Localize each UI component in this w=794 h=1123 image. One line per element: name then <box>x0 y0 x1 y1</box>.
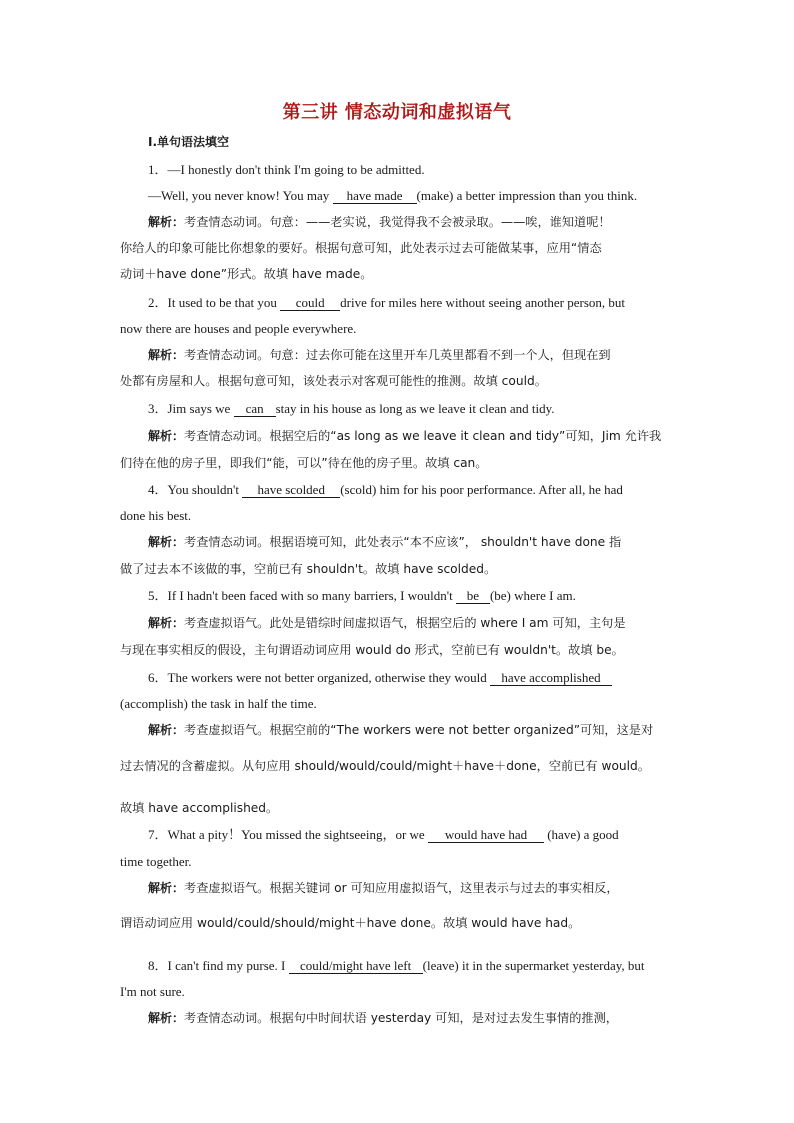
q6-text-a: 6．The workers were not better organized, otherwise they would <box>148 670 490 685</box>
q8-text-b: (leave) it in the supermarket yesterday, but <box>422 958 645 973</box>
q1-answer-blank: have made <box>333 188 417 204</box>
q6-line2: (accomplish) the task in half the time. <box>120 696 317 711</box>
q5-line1 <box>148 587 680 605</box>
explain-label: 解析： <box>148 215 185 229</box>
q8-text-a: 8．I can't find my purse. I <box>148 958 289 973</box>
q7-text-a: 7．What a pity！You missed the sightseeing，or we <box>148 827 428 842</box>
explain-label: 解析： <box>148 881 185 895</box>
q6-line1 <box>148 669 680 687</box>
q4-explain-text1: 考查情态动词。根据语境可知，此处表示“本不应该”， shouldn't have done 指 <box>184 535 622 549</box>
q2-explain-text1: 考查情态动词。句意：过去你可能在这里开车几英里都看不到一个人，但现在到 <box>184 348 611 362</box>
q4-line2: done his best. <box>120 508 192 523</box>
q2-text-a: 2．It used to be that you <box>148 295 281 310</box>
q4-explain2: 做了过去本不该做的事，空前已有 shouldn't。故填 have scolded。 <box>120 562 497 576</box>
q1-line1: 1．—I honestly don't think I'm going to be admitted. <box>148 162 425 177</box>
q5-text-b: (be) where I am. <box>489 588 576 603</box>
q5-answer-blank: be <box>456 588 490 604</box>
q3-text-b: stay in his house as long as we leave it clean and tidy. <box>275 401 555 416</box>
q1-explain2: 你给人的印象可能比你想象的要好。根据句意可知，此处表示过去可能做某事，应用“情态 <box>120 241 602 255</box>
q2-line1 <box>148 294 680 312</box>
page-title: 第三讲 情态动词和虚拟语气 <box>282 102 512 123</box>
q3-explain-text1: 考查情态动词。根据空后的“as long as we leave it clean and tidy”可知，Jim 允许我 <box>184 429 662 443</box>
q8-explain-text1: 考查情态动词。根据句中时间状语 yesterday 可知，是对过去发生事情的推测， <box>184 1011 618 1025</box>
q7-text-b: (have) a good <box>543 827 619 842</box>
q7-explain2: 谓语动词应用 would/could/should/might＋have done。故填 would have had。 <box>120 916 581 930</box>
q1-text-a: —Well, you never know! You may <box>148 188 333 203</box>
q6-explain-text1: 考查虚拟语气。根据空前的“The workers were not better organized”可知，这是对 <box>184 723 654 737</box>
q4-text-a: 4．You shouldn't <box>148 482 243 497</box>
explain-label: 解析： <box>148 616 185 630</box>
q5-explain-text1: 考查虚拟语气。此处是错综时间虚拟语气，根据空后的 where I am 可知，主句是 <box>184 616 626 630</box>
q6-answer-blank: have accomplished <box>490 670 612 686</box>
q1-explain1 <box>148 213 680 231</box>
q1-line2 <box>148 187 680 205</box>
q7-explain1 <box>148 879 680 897</box>
q2-answer-blank: could <box>280 295 340 311</box>
explain-label: 解析： <box>148 429 185 443</box>
q2-line2: now there are houses and people everywhere. <box>120 321 357 336</box>
q5-text-a: 5．If I hadn't been faced with so many barriers, I wouldn't <box>148 588 456 603</box>
q2-explain2: 处都有房屋和人。根据句意可知，该处表示对客观可能性的推测。故填 could。 <box>120 374 547 388</box>
q7-line1 <box>148 826 680 844</box>
q3-answer-blank: can <box>234 401 276 417</box>
q4-line1 <box>148 481 680 499</box>
q4-answer-blank: have scolded <box>242 482 340 498</box>
q7-line2: time together. <box>120 854 192 869</box>
explain-label: 解析： <box>148 723 185 737</box>
q4-explain1 <box>148 533 680 551</box>
q4-text-b: (scold) him for his poor performance. After all, he had <box>340 482 623 497</box>
section-heading: Ⅰ.单句语法填空 <box>148 135 230 149</box>
q3-text-a: 3．Jim says we <box>148 401 234 416</box>
q1-text-b: (make) a better impression than you think. <box>416 188 638 203</box>
q1-explain-text1: 考查情态动词。句意：——老实说，我觉得我不会被录取。——唉，谁知道呢！ <box>184 215 611 229</box>
q8-explain1 <box>148 1009 680 1027</box>
q1-explain3: 动词＋have done”形式。故填 have made。 <box>120 267 373 281</box>
q2-text-b: drive for miles here without seeing another person, but <box>340 295 625 310</box>
q7-explain-text1: 考查虚拟语气。根据关键词 or 可知应用虚拟语气，这里表示与过去的事实相反， <box>184 881 619 895</box>
q8-line1 <box>148 957 680 975</box>
q8-answer-blank: could/might have left <box>289 958 423 974</box>
explain-label: 解析： <box>148 348 185 362</box>
q3-line1 <box>148 400 680 418</box>
q5-explain1 <box>148 614 680 632</box>
q6-explain1 <box>148 721 680 739</box>
q7-answer-blank: would have had <box>428 827 544 843</box>
q6-explain3: 故填 have accomplished。 <box>120 801 279 815</box>
explain-label: 解析： <box>148 1011 185 1025</box>
q5-explain2: 与现在事实相反的假设，主句谓语动词应用 would do 形式，空前已有 wouldn't。故填 be。 <box>120 643 624 657</box>
q6-explain2: 过去情况的含蓄虚拟。从句应用 should/would/could/might＋have＋done，空前已有 would。 <box>120 759 650 773</box>
q3-explain1 <box>148 427 680 445</box>
q8-line2: I'm not sure. <box>120 984 185 999</box>
explain-label: 解析： <box>148 535 185 549</box>
q2-explain1 <box>148 346 680 364</box>
q3-explain2: 们待在他的房子里，即我们“能，可以”待在他的房子里。故填 can。 <box>120 456 488 470</box>
